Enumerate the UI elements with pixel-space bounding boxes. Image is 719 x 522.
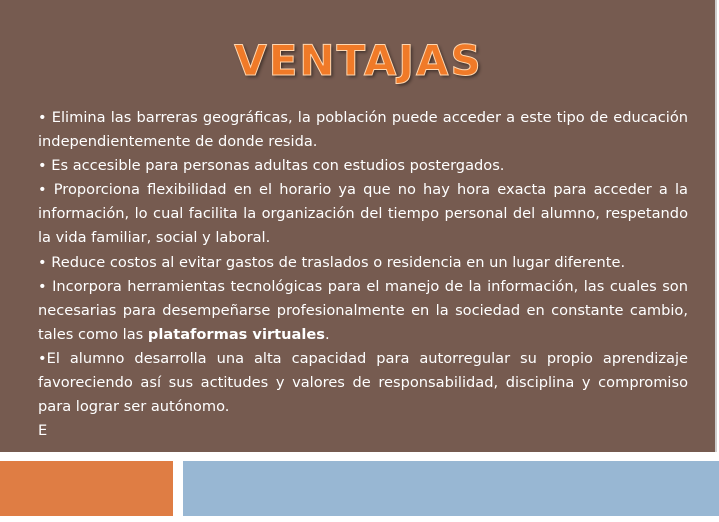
paragraph-text: • Incorpora herramientas tecnológicas para el manejo de la información, las cuales son necesarias para desempeñarse profesionalmente en la sociedad en constante cambio, tales como las (38, 277, 688, 343)
paragraph-text: • Reduce costos al evitar gastos de traslados o residencia en un lugar diferente. (38, 253, 626, 271)
footer-orange-block (0, 461, 173, 516)
paragraph-4 (38, 251, 688, 275)
paragraph-text: •El alumno desarrolla una alta capacidad para autorregular su propio aprendizaje favoreciendo así sus actitudes y valores de responsabilidad, disciplina y compromiso para lograr ser autónomo. (38, 349, 688, 416)
paragraph-6 (38, 347, 688, 419)
paragraph-2 (38, 154, 688, 178)
paragraph-3 (38, 178, 688, 250)
paragraph-text: • Es accesible para personas adultas con estudios postergados. (38, 157, 505, 175)
paragraph-7 (38, 419, 688, 443)
paragraph-text: • Elimina las barreras geográficas, la población puede acceder a este tipo de educación independientemente de donde resida. (38, 109, 688, 151)
slide-title: VENTAJAS (234, 36, 483, 85)
paragraph-5 (38, 275, 688, 347)
footer-blue-block (183, 461, 719, 516)
bold-term: plataformas virtuales (147, 325, 325, 343)
paragraph-tail: . (324, 325, 330, 343)
paragraph-text: • Proporciona flexibilidad en el horario ya que no hay hora exacta para acceder a la información, lo cual facilita la organización del tiempo personal del alumno, respetando la vida familiar, social y laboral. (38, 181, 688, 247)
slide-body (38, 106, 688, 443)
paragraph-text: E (38, 422, 48, 440)
paragraph-1 (38, 106, 688, 154)
